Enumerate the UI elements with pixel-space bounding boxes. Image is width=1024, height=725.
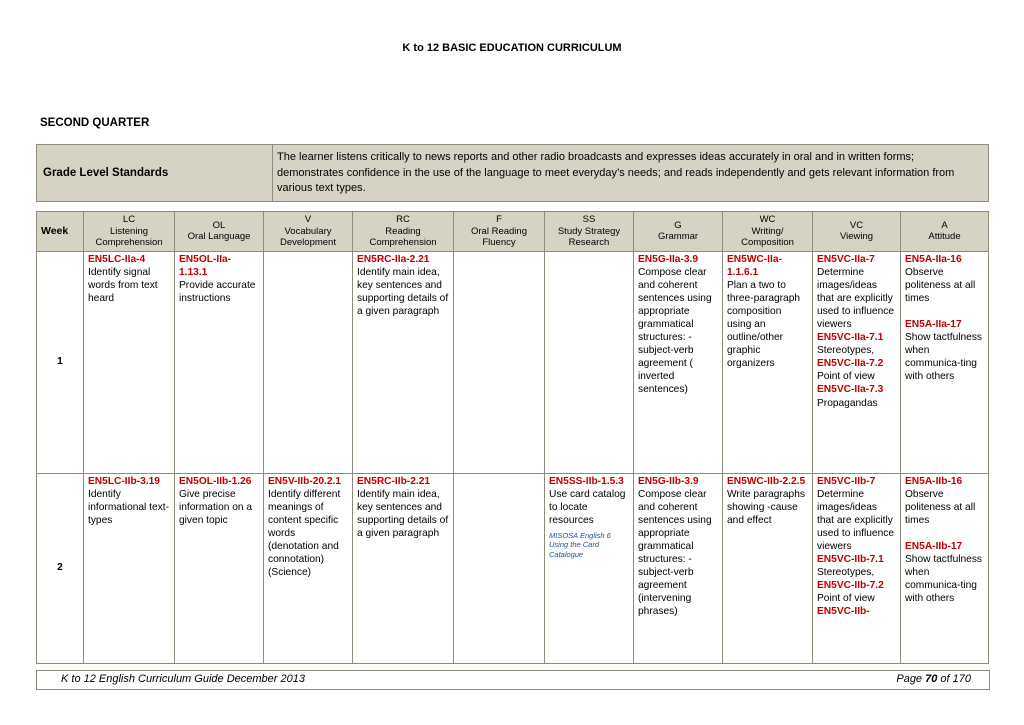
table-row [37, 251, 989, 473]
cell-rc: EN5RC-IIa-2.21 Identify main idea, key sentences and supporting details of a given paragraph [353, 251, 454, 473]
cell-ss: EN5SS-IIb-1.5.3 Use card catalog to locate resources MISOSA English 6 Using the Card Catalogue [545, 473, 634, 663]
column-header-rc: RC Reading Comprehension [353, 212, 454, 252]
column-header-ol: OL Oral Language [175, 212, 264, 252]
cell-ol: EN5OL-IIb-1.26 Give precise information on a given topic [175, 473, 264, 663]
document-title: K to 12 BASIC EDUCATION CURRICULUM [402, 42, 622, 54]
cell-rc: EN5RC-IIb-2.21 Identify main idea, key sentences and supporting details of a given paragraph [353, 473, 454, 663]
cell-ss [545, 251, 634, 473]
cell-lc: EN5LC-IIb-3.19 Identify informational text-types [84, 473, 175, 663]
curriculum-table [36, 211, 989, 664]
cell-a: EN5A-IIa-16 Observe politeness at all times EN5A-IIa-17 Show tactfulness when communica-ting with others [901, 251, 989, 473]
page-footer [36, 670, 990, 690]
cell-v: EN5V-IIb-20.2.1 Identify different meanings of content specific words (denotation and connotation) (Science) [264, 473, 353, 663]
cell-lc: EN5LC-IIa-4 Identify signal words from text heard [84, 251, 175, 473]
standards-text: The learner listens critically to news reports and other radio broadcasts and expresses ideas accurately in oral and in written forms; demonstrates confidence in the use of the language to meet everyday’s needs; and reads independently and gets relevant information from various text types. [277, 151, 955, 194]
column-header-v: V Vocabulary Development [264, 212, 353, 252]
reference-note: MISOSA English 6 Using the Card Catalogue [549, 530, 611, 559]
cell-wc: EN5WC-IIa-1.1.6.1 Plan a two to three-paragraph composition using an outline/other graphic organizers [723, 251, 813, 473]
cell-g: EN5G-IIa-3.9 Compose clear and coherent sentences using appropriate grammatical structures: -subject-verb agreement ( inverted sentences) [634, 251, 723, 473]
cell-g: EN5G-IIb-3.9 Compose clear and coherent sentences using appropriate grammatical structures: -subject-verb agreement (intervening phrases) [634, 473, 723, 663]
week-cell: 1 [37, 251, 84, 473]
column-header-ss: SS Study Strategy Research [545, 212, 634, 252]
grade-level-standards-box [36, 144, 989, 202]
cell-vc: EN5VC-IIb-7 Determine images/ideas that are explicitly used to influence viewers EN5VC-IIb-7.1 Stereotypes, EN5VC-IIb-7.2 Point of view EN5VC-IIb- [813, 473, 901, 663]
cell-f [454, 473, 545, 663]
column-header-wc: WC Writing/ Composition [723, 212, 813, 252]
column-header-vc: VC Viewing [813, 212, 901, 252]
week-cell: 2 [37, 473, 84, 663]
column-header-lc: LC Listening Comprehension [84, 212, 175, 252]
cell-f [454, 251, 545, 473]
week-header: Week [37, 212, 84, 252]
column-header-a: A Attitude [901, 212, 989, 252]
quarter-heading: SECOND QUARTER [40, 117, 150, 129]
table-header-row [37, 212, 989, 252]
cell-wc: EN5WC-IIb-2.2.5 Write paragraphs showing -cause and effect [723, 473, 813, 663]
standards-label: Grade Level Standards [43, 167, 169, 179]
cell-v [264, 251, 353, 473]
cell-ol: EN5OL-IIa-1.13.1 Provide accurate instructions [175, 251, 264, 473]
cell-vc: EN5VC-IIa-7 Determine images/ideas that are explicitly used to influence viewers EN5VC-IIa-7.1 Stereotypes, EN5VC-IIa-7.2 Point of view EN5VC-IIa-7.3 Propagandas [813, 251, 901, 473]
column-header-g: G Grammar [634, 212, 723, 252]
footer-guide-title: K to 12 English Curriculum Guide December 2013 [61, 673, 305, 685]
cell-a: EN5A-IIb-16 Observe politeness at all times EN5A-IIb-17 Show tactfulness when communica-ting with others [901, 473, 989, 663]
table-row [37, 473, 989, 663]
column-header-f: F Oral Reading Fluency [454, 212, 545, 252]
page-number: Page 70 of 170 [896, 673, 971, 685]
standards-divider [272, 145, 273, 201]
